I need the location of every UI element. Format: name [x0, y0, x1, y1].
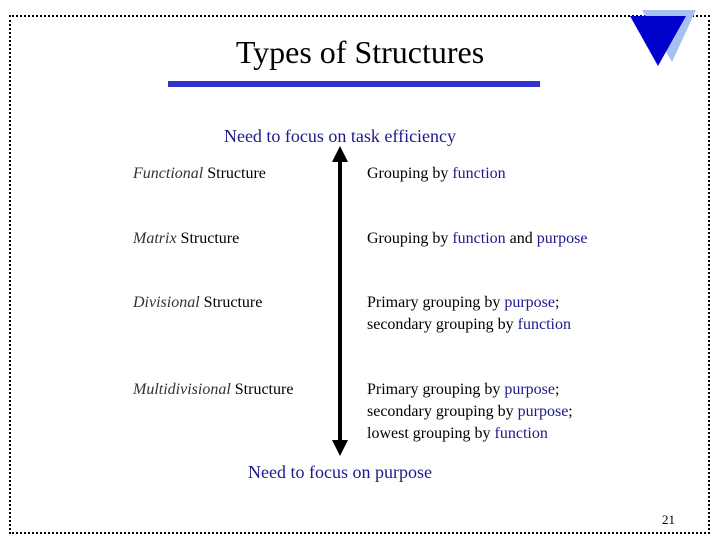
description-text: secondary grouping by [367, 403, 518, 420]
structure-description [367, 379, 573, 445]
structure-type: Divisional [133, 294, 200, 311]
highlight-term: purpose [504, 381, 555, 398]
structure-name [133, 379, 293, 401]
highlight-term: purpose [504, 294, 555, 311]
page-number: 21 [662, 512, 675, 527]
description-line [367, 379, 573, 401]
structure-suffix: Structure [203, 165, 266, 182]
structure-name [133, 228, 239, 250]
structure-name [133, 163, 266, 185]
double-arrow-icon [328, 146, 352, 456]
structure-description [367, 163, 506, 185]
description-text: and [505, 230, 537, 247]
structure-suffix: Structure [230, 381, 294, 398]
description-line [367, 228, 587, 250]
description-text: lowest grouping by [367, 425, 495, 442]
structure-description [367, 228, 587, 250]
title-underline [168, 81, 540, 87]
description-text: Primary grouping by [367, 294, 505, 311]
structure-suffix: Structure [199, 294, 263, 311]
highlight-term: function [452, 230, 506, 247]
bottom-label: Need to focus on purpose [248, 462, 432, 482]
description-text: secondary grouping by [367, 316, 518, 333]
highlight-term: purpose [517, 403, 569, 420]
structure-name [133, 292, 262, 314]
description-text: ; [568, 403, 573, 420]
description-text: Grouping by [367, 165, 453, 182]
highlight-term: function [517, 316, 571, 333]
description-line [367, 163, 506, 185]
description-line [367, 314, 571, 336]
highlight-term: function [452, 165, 506, 182]
description-text: ; [554, 381, 560, 398]
structure-type: Functional [133, 165, 204, 182]
highlight-term: function [494, 425, 548, 442]
structure-type: Matrix [133, 230, 177, 247]
description-text: ; [554, 294, 560, 311]
description-text: Grouping by [367, 230, 453, 247]
top-label: Need to focus on task efficiency [223, 126, 457, 146]
slide-frame [9, 15, 710, 534]
slide-title: Types of Structures [235, 34, 485, 70]
highlight-term: purpose [536, 230, 588, 247]
description-line [367, 401, 573, 423]
structure-suffix: Structure [176, 230, 240, 247]
description-line [367, 423, 573, 445]
description-line [367, 292, 571, 314]
structure-type: Multidivisional [133, 381, 231, 398]
structure-description [367, 292, 571, 336]
description-text: Primary grouping by [367, 381, 505, 398]
